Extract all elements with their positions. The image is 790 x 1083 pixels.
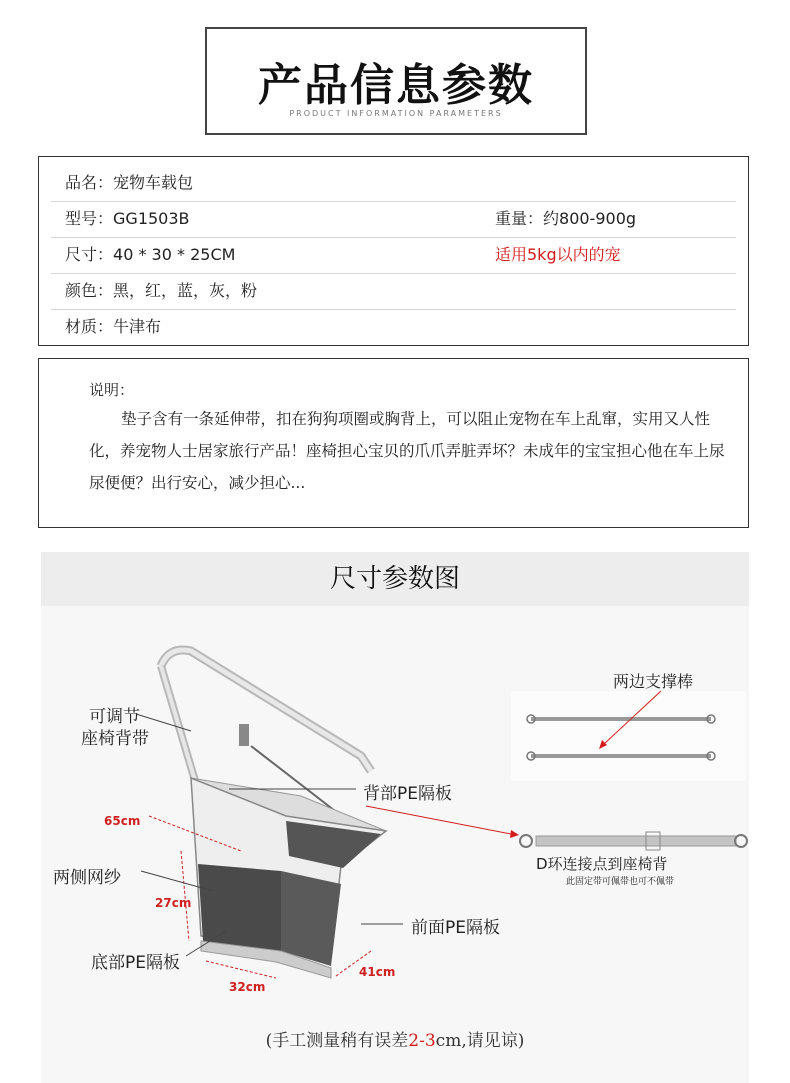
size-label: 尺寸： [65,245,114,264]
label-bottom-pe: 底部PE隔板 [91,953,180,973]
label-d-ring-note: 此固定带可佩带也可不佩带 [566,877,675,887]
size-value: 40 * 30 * 25CM [113,245,236,264]
weight-label: 重量： [495,209,544,228]
size-diagram [41,606,749,1083]
title-box [205,27,587,135]
model-value: GG1503B [113,209,190,228]
material-label: 材质： [65,317,114,336]
weight-value: 约800-900g [543,209,637,228]
spec-row-material [51,309,736,345]
label-d-ring: D环连接点到座椅背 [536,855,668,873]
label-backstrap: 可调节 座椅背带 [81,707,149,749]
page-subtitle: PRODUCT INFORMATION PARAMETERS [289,109,503,118]
spec-table [38,156,749,346]
page-title: 产品信息参数 [258,60,534,111]
description-heading: 说明： [89,381,135,399]
spec-row-color [51,273,736,310]
spec-row-size [51,237,736,274]
dim-65: 65cm [104,814,141,828]
dim-32: 32cm [229,980,266,994]
name-label: 品名： [65,173,114,192]
color-value: 黑，红，蓝，灰，粉 [113,281,258,300]
spec-row-model [51,201,736,238]
model-label: 型号： [65,209,114,228]
label-side-mesh: 两侧网纱 [53,868,121,888]
label-support-rods: 两边支撑棒 [613,672,694,691]
material-value: 牛津布 [113,317,162,336]
measurement-note: (手工测量稍有误差2-3cm,请见谅) [265,1031,525,1051]
name-value: 宠物车载包 [113,173,194,192]
description-body: 垫子含有一条延伸带，扣在狗狗项圈或胸背上，可以阻止宠物在车上乱窜，实用又人性化，养宠物人士居家旅行产品！座椅担心宝贝的爪爪弄脏弄坏？未成年的宝宝担心他在车上尿尿便便？出行安心，减少担心... [89,410,725,492]
size-section-title: 尺寸参数图 [41,552,749,606]
spec-row-name [51,165,736,202]
suitable-note: 适用5kg以内的宠 [495,245,621,264]
label-front-pe: 前面PE隔板 [411,918,500,938]
label-back-pe: 背部PE隔板 [363,784,452,804]
color-label: 颜色： [65,281,114,300]
dim-41: 41cm [359,965,396,979]
description-box [38,358,749,528]
dim-27: 27cm [155,896,192,910]
